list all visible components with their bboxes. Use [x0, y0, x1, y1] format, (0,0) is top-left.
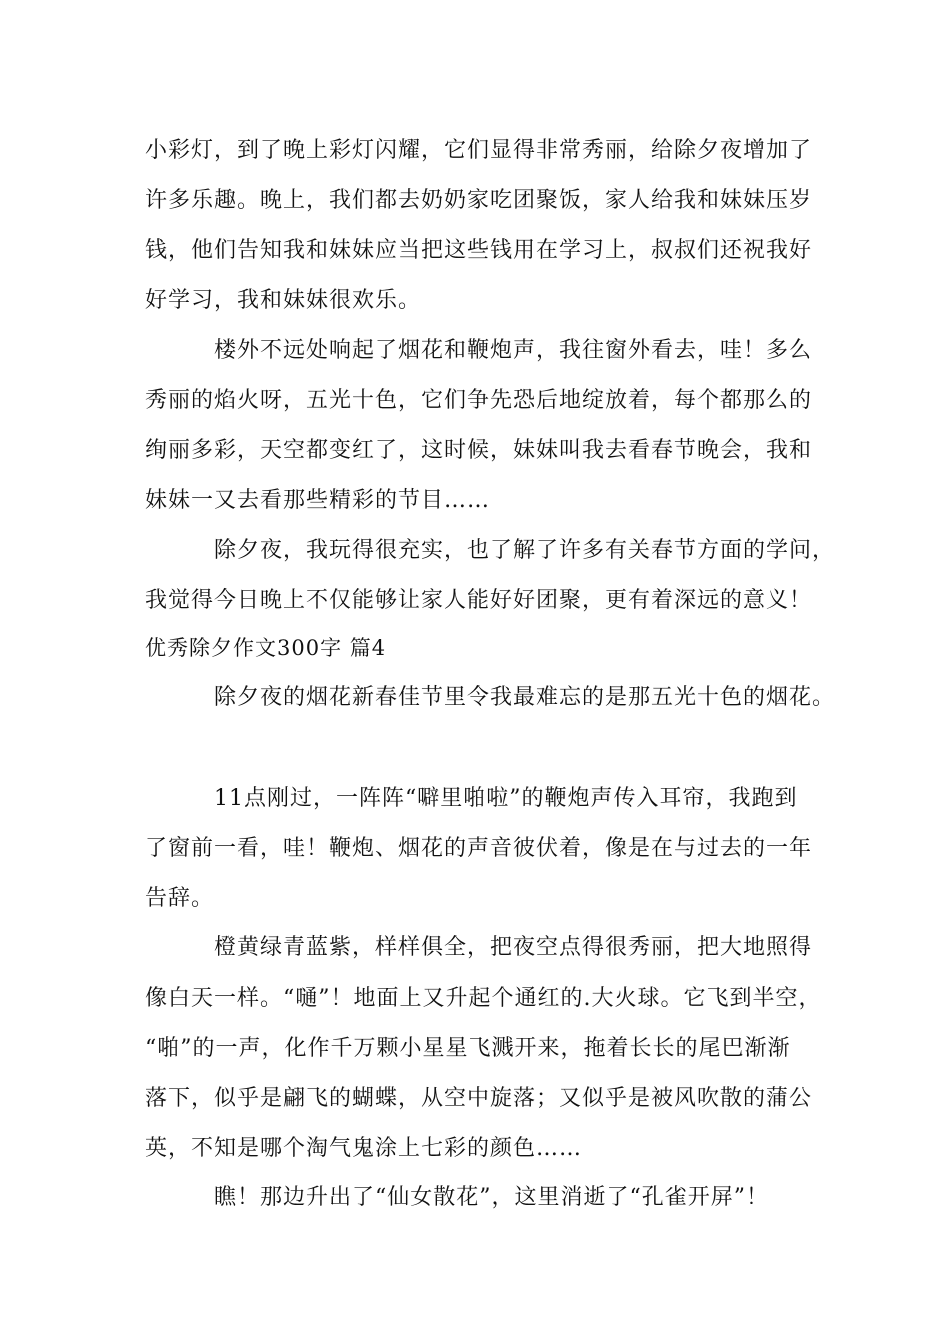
- paragraph-2-line-4: 妹妹一又去看那些精彩的节目……: [145, 488, 491, 513]
- paragraph-5-line-2: 了窗前一看，哇！鞭炮、烟花的声音彼伏着，像是在与过去的一年: [145, 836, 813, 861]
- paragraph-5-line-1: 11点刚过，一阵阵“噼里啪啦”的鞭炮声传入耳帘，我跑到: [214, 786, 798, 811]
- paragraph-7-line-1: 瞧！那边升出了“仙女散花”，这里消逝了“孔雀开屏”！: [214, 1185, 769, 1210]
- paragraph-6-line-2: 像白天一样。“嗵”！地面上又升起个通红的.大火球。它飞到半空，: [145, 986, 822, 1011]
- paragraph-1-line-3: 钱，他们告知我和妹妹应当把这些钱用在学习上，叔叔们还祝我好: [145, 238, 813, 263]
- paragraph-4-line-1: 除夕夜的烟花新春佳节里令我最难忘的是那五光十色的烟花。: [214, 685, 836, 710]
- paragraph-1-line-2: 许多乐趣。晚上，我们都去奶奶家吃团聚饭，家人给我和妹妹压岁: [145, 188, 813, 213]
- paragraph-6-line-5: 英，不知是哪个淘气鬼涂上七彩的颜色……: [145, 1136, 583, 1161]
- paragraph-1-line-4: 好学习，我和妹妹很欢乐。: [145, 288, 422, 313]
- section-heading: 优秀除夕作文300字 篇4: [145, 636, 387, 660]
- paragraph-2-line-3: 绚丽多彩，天空都变红了，这时候，妹妹叫我去看春节晚会，我和: [145, 438, 813, 463]
- paragraph-3-line-1: 除夕夜，我玩得很充实，也了解了许多有关春节方面的学问，: [214, 538, 836, 563]
- paragraph-6-line-1: 橙黄绿青蓝紫，样样俱全，把夜空点得很秀丽，把大地照得: [214, 935, 813, 960]
- paragraph-6-line-4: 落下，似乎是翩飞的蝴蝶，从空中旋落；又似乎是被风吹散的蒲公: [145, 1086, 813, 1111]
- paragraph-5-line-3: 告辞。: [145, 886, 215, 911]
- paragraph-6-line-3: “啪”的一声，化作千万颗小星星飞溅开来，拖着长长的尾巴渐渐: [145, 1036, 791, 1061]
- paragraph-2-line-2: 秀丽的焰火呀，五光十色，它们争先恐后地绽放着，每个都那么的: [145, 388, 813, 413]
- paragraph-2-line-1: 楼外不远处响起了烟花和鞭炮声，我往窗外看去，哇！多么: [214, 338, 813, 363]
- paragraph-1-line-1: 小彩灯，到了晚上彩灯闪耀，它们显得非常秀丽，给除夕夜增加了: [145, 138, 813, 163]
- paragraph-3-line-2: 我觉得今日晚上不仅能够让家人能好好团聚，更有着深远的意义！: [145, 588, 813, 613]
